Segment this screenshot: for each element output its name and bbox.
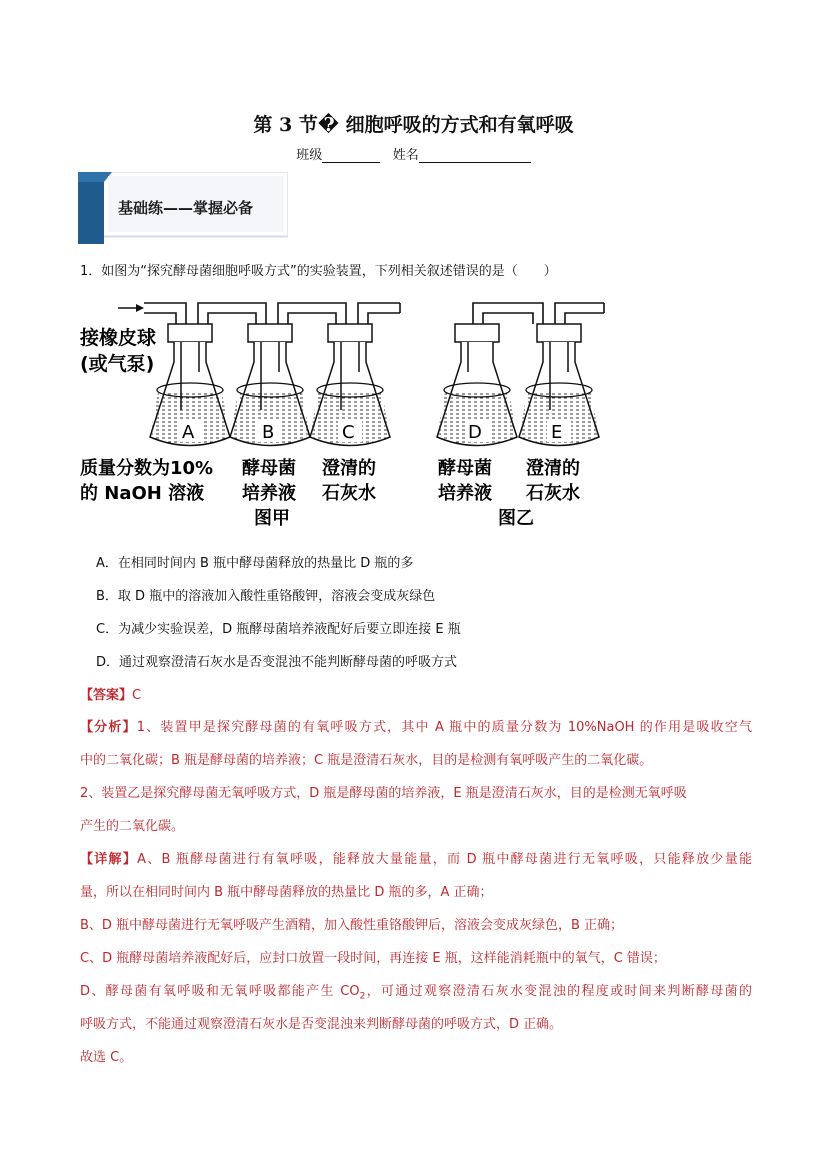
name-label: 姓名 [392, 148, 419, 163]
detail-line-2: 量，所以在相同时间内 B 瓶中酵母菌释放的热量比 D 瓶的多，A 正确； [80, 885, 493, 900]
option-a: A．在相同时间内 B 瓶中酵母菌释放的热量比 D 瓶的多 [96, 556, 414, 571]
detail-text-5sub: 2 [359, 991, 366, 1002]
detail-text-1: A、B 瓶酵母菌进行有氧呼吸，能释放大量能量，而 D 瓶中酵母菌进行无氧呼吸，只能释放少量能 [137, 852, 752, 867]
banner-text: 基础练——掌握必备 [118, 199, 254, 217]
bottle-label-e: E [551, 422, 563, 443]
desc-c-1: 澄清的 [322, 458, 376, 479]
detail-label: 【详解】 [80, 852, 138, 867]
analysis-text-1: 1、装置甲是探究酵母菌的有氧呼吸方式，其中 A 瓶中的质量分数为 10%NaOH 的作用是吸收空气 [136, 720, 752, 735]
question-stem: 1．如图为“探究酵母菌细胞呼吸方式”的实验装置，下列相关叙述错误的是（ ） [80, 264, 557, 279]
inlet-label-1: 接橡皮球 [80, 327, 157, 349]
detail-line-1 [80, 848, 752, 867]
desc-a-2: 的 NaOH 溶液 [80, 483, 205, 504]
desc-d-2: 培养液 [438, 483, 492, 504]
desc-e-1: 澄清的 [526, 458, 580, 479]
detail-line-4: C、D 瓶酵母菌培养液配好后，应封口放置一段时间，再连接 E 瓶，这样能消耗瓶中的氧气，C 错误； [80, 951, 666, 966]
fig2-caption: 图乙 [498, 508, 534, 529]
detail-text-5a: D、酵母菌有氧呼吸和无氧呼吸都能产生 CO [80, 984, 360, 999]
answer-value: C [132, 688, 142, 703]
apparatus-figure [78, 292, 618, 532]
desc-e-2: 石灰水 [526, 483, 580, 504]
page-title: 第 3 节� 细胞呼吸的方式和有氧呼吸 [253, 114, 574, 136]
bottle-label-d: D [468, 422, 482, 443]
detail-line-3: B、D 瓶中酵母菌进行无氧呼吸产生酒精，加入酸性重铬酸钾后，溶液会变成灰绿色，B 正确； [80, 918, 624, 933]
option-c: C．为减少实验误差，D 瓶酵母菌培养液配好后要立即连接 E 瓶 [96, 622, 461, 637]
analysis-label: 【分析】 [80, 720, 137, 735]
name-blank[interactable] [419, 148, 531, 163]
bottle-label-b: B [262, 422, 275, 443]
flask-d [437, 324, 517, 446]
inlet-label-2: (或气泵) [80, 353, 155, 375]
detail-line-6: 呼吸方式，不能通过观察澄清石灰水是否变混浊来判断酵母菌的呼吸方式，D 正确。 [80, 1017, 563, 1032]
desc-d-1: 酵母菌 [438, 458, 492, 479]
analysis-line-3: 2、装置乙是探究酵母菌无氧呼吸方式，D 瓶是酵母菌的培养液，E 瓶是澄清石灰水，目的是检测无氧呼吸 [80, 786, 687, 801]
flask-a [150, 324, 230, 446]
detail-text-5b: ，可通过观察澄清石灰水变混浊的程度或时间来判断酵母菌的 [365, 984, 752, 999]
flask-b [230, 324, 310, 446]
class-name-line [0, 144, 827, 163]
flask-e [519, 324, 599, 446]
option-b: B．取 D 瓶中的溶液加入酸性重铬酸钾，溶液会变成灰绿色 [96, 589, 436, 604]
analysis-line-4: 产生的二氧化碳。 [80, 819, 185, 834]
answer-label: 【答案】 [80, 688, 133, 703]
bottle-label-c: C [342, 422, 355, 443]
flask-c [310, 324, 390, 446]
option-d: D．通过观察澄清石灰水是否变混浊不能判断酵母菌的呼吸方式 [96, 655, 458, 670]
desc-b-2: 培养液 [242, 483, 296, 504]
desc-c-2: 石灰水 [322, 483, 376, 504]
desc-b-1: 酵母菌 [242, 458, 296, 479]
bottle-label-a: A [182, 422, 195, 443]
desc-a-1: 质量分数为10% [80, 458, 214, 479]
class-label: 班级 [296, 148, 323, 163]
analysis-line-2: 中的二氧化碳；B 瓶是酵母菌的培养液；C 瓶是澄清石灰水，目的是检测有氧呼吸产生的二氧化碳。 [80, 753, 653, 768]
conclusion: 故选 C。 [80, 1050, 133, 1065]
detail-line-5 [80, 980, 752, 1002]
analysis-line-1 [80, 716, 752, 735]
answer-line [80, 684, 752, 703]
class-blank[interactable] [322, 148, 380, 163]
fig1-caption: 图甲 [254, 508, 290, 529]
section-banner [78, 172, 288, 244]
